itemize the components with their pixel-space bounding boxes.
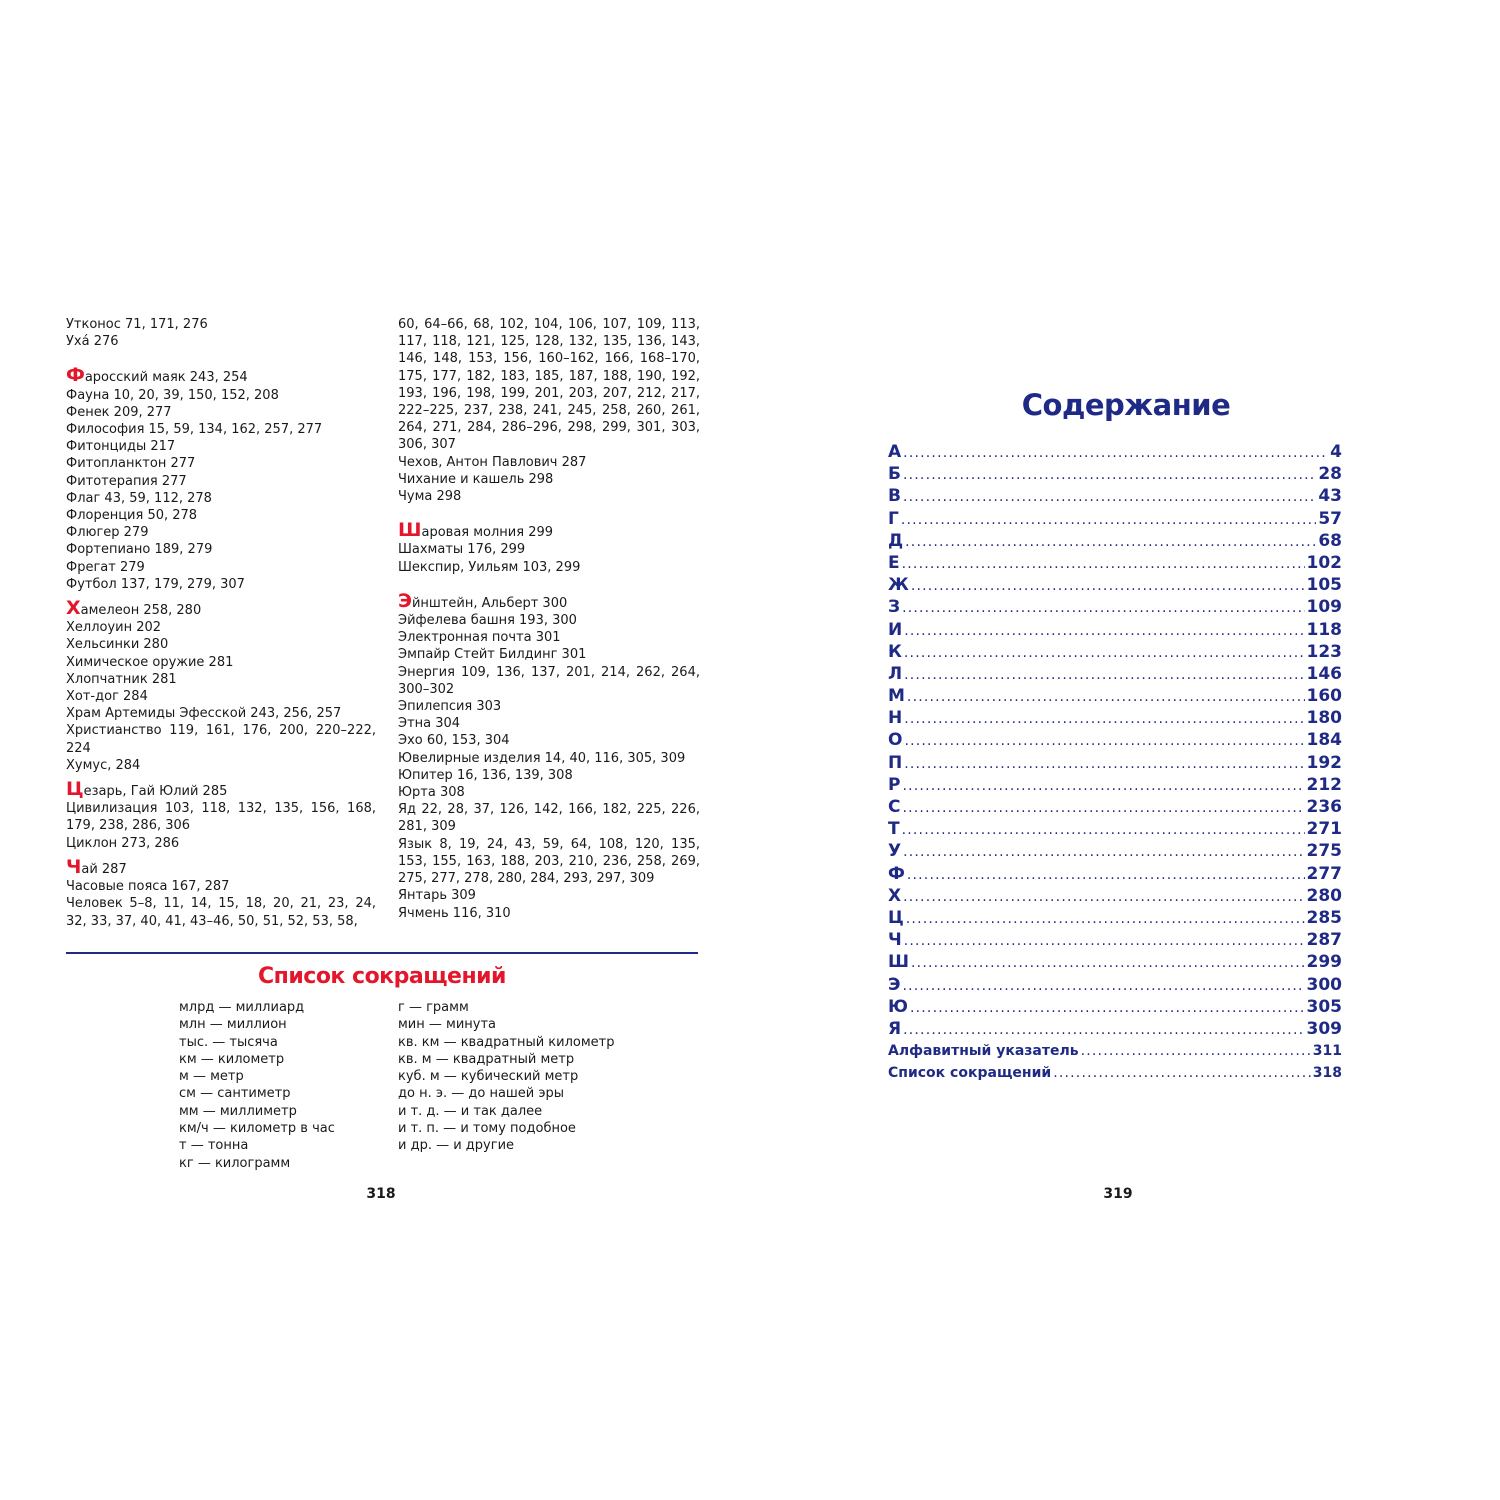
toc-dot-leader [903,486,1316,508]
toc-dot-leader [903,841,1304,863]
toc-label: Н [888,708,903,729]
toc-dot-leader [1081,1040,1311,1062]
index-letter: Ц [66,778,84,801]
toc-row [888,685,1342,707]
index-group [398,316,700,505]
index-entry: Юпитер 16, 136, 139, 308 [398,767,573,783]
toc-row [888,619,1342,641]
toc-page-number: 212 [1306,774,1342,795]
toc-label: Алфавитный указатель [888,1043,1079,1060]
index-entry: Фитонциды 217 [66,439,176,455]
abbreviation-item: млн — миллион [179,1017,287,1033]
toc-dot-leader [902,597,1304,619]
abbreviation-item: тыс. — тысяча [179,1034,278,1050]
index-entry [398,519,700,542]
index-entry [66,778,376,801]
toc-page-number: 43 [1318,486,1342,507]
index-entry: Хумус, 284 [66,757,141,773]
toc-page-number: 123 [1306,641,1342,662]
toc-row [888,840,1342,862]
abbreviation-item: г — грамм [398,1000,469,1015]
toc-label: В [888,486,901,507]
toc-row [888,663,1342,685]
toc-dot-leader [911,952,1304,974]
toc-label: Т [888,819,900,840]
index-entry-text: аровая молния 299 [421,525,554,541]
toc-row [888,596,1342,618]
index-group [398,519,700,576]
toc-page-number: 57 [1318,508,1342,529]
toc-label: Г [888,508,899,529]
toc-row [888,996,1342,1018]
index-entry: Фрегат 279 [66,559,145,575]
toc-page-number: 4 [1330,442,1342,462]
index-entry [66,597,376,620]
index-column-1 [66,316,376,937]
index-entry: Фитопланктон 277 [66,456,196,472]
index-entry: Чехов, Антон Павлович 287 [398,454,587,470]
toc-page-number: 271 [1306,819,1342,840]
toc-label: Е [888,552,900,573]
toc-label: О [888,730,903,751]
abbreviation-item: кг — килограмм [179,1155,291,1171]
index-entry [398,589,700,612]
toc-dot-leader [902,775,1304,797]
index-letter: Э [398,589,412,612]
page-number-right: 319 [1103,1186,1133,1202]
toc-dot-leader [905,531,1316,553]
toc-dot-leader [904,620,1304,642]
index-entry [66,855,376,878]
index-entry: Эмпайр Стейт Билдинг 301 [398,647,587,663]
toc-dot-leader [903,886,1304,908]
toc-label: Л [888,663,903,684]
index-entry: Эйфелева башня 193, 300 [398,613,577,629]
toc-row [888,552,1342,574]
index-entry: Эпилепсия 303 [398,699,502,715]
toc-label: Ю [888,996,908,1017]
abbreviation-item: км/ч — километр в час [179,1121,335,1137]
index-entry-text: йнштейн, Альберт 300 [411,595,568,611]
toc-label: Ж [888,575,909,596]
toc-label: П [888,752,903,773]
index-entry: Ювелирные изделия 14, 40, 116, 305, 309 [398,750,686,766]
abbreviation-item: см — сантиметр [179,1086,291,1102]
toc-row [888,818,1342,840]
index-entry: Фенек 209, 277 [66,404,172,420]
toc-dot-leader [902,819,1305,841]
toc-label: М [888,686,905,707]
toc-page-number: 309 [1306,1018,1342,1039]
index-entry: Храм Артемиды Эфесской 243, 256, 257 [66,706,342,722]
index-entry: Хот-дог 284 [66,689,148,705]
abbreviation-item: куб. м — кубический метр [398,1069,579,1085]
index-entry: Янтарь 309 [398,888,476,904]
toc-dot-leader [906,908,1305,930]
index-group [398,589,700,922]
toc-row [888,574,1342,596]
toc-row [888,863,1342,885]
index-entry: Фортепиано 189, 279 [66,542,213,558]
abbreviation-item: и т. д. — и так далее [398,1103,543,1119]
index-entry: Хельсинки 280 [66,637,169,653]
toc-page-number: 285 [1306,907,1342,928]
toc-row [888,929,1342,951]
index-entry: Человек 5–8, 11, 14, 15, 18, 20, 21, 23, 24, 32, 33, 37, 40, 41, 43–46, 50, 51, 52, 53, 58, [66,896,376,929]
index-entry: Шекспир, Уильям 103, 299 [398,559,581,575]
toc-row [888,885,1342,907]
toc-label: З [888,597,901,618]
toc-page-number: 287 [1306,930,1342,951]
toc-page-number: 118 [1306,619,1342,640]
toc-row [888,729,1342,751]
toc-row [888,1018,1342,1040]
index-entry: Футбол 137, 179, 279, 307 [66,576,245,592]
toc-row [888,907,1342,929]
toc-label: А [888,442,902,462]
index-entry: Химическое оружие 281 [66,654,234,670]
index-letter: Ф [66,364,85,387]
index-entry: Яд 22, 28, 37, 126, 142, 166, 182, 225, 226, 281, 309 [398,802,700,835]
index-entry-text: амелеон 258, 280 [80,603,202,619]
toc-row [888,1040,1342,1062]
toc-page-number: 105 [1306,575,1342,596]
toc-row [888,1062,1342,1084]
abbreviations-column-1 [179,999,379,1172]
toc-page-number: 102 [1306,552,1342,573]
toc-page-number: 184 [1306,730,1342,751]
toc-label: Ц [888,907,904,928]
abbreviation-item: т — тонна [179,1138,249,1154]
toc-dot-leader [902,553,1305,575]
index-entry: Флоренция 50, 278 [66,508,198,524]
toc-dot-leader [911,575,1305,597]
index-entry: Фауна 10, 20, 39, 150, 152, 208 [66,387,279,403]
toc-row [888,485,1342,507]
toc-label: И [888,619,903,640]
toc-row [888,774,1342,796]
toc-dot-leader [1053,1062,1311,1084]
section-divider [66,952,698,954]
toc-label: К [888,641,902,662]
index-entry: Цивилизация 103, 118, 132, 135, 156, 168, 179, 238, 286, 306 [66,801,376,834]
toc-page-number: 160 [1306,686,1342,707]
index-entry: Энергия 109, 136, 137, 201, 214, 262, 264, 300–302 [398,664,700,697]
index-letter: Ч [66,855,82,878]
toc-label: Б [888,464,901,485]
index-entry: Электронная почта 301 [398,630,561,646]
index-entry: Часовые пояса 167, 287 [66,879,230,895]
toc-dot-leader [901,509,1316,531]
toc-row [888,463,1342,485]
toc-dot-leader [904,753,1304,775]
index-entry: Хлопчатник 281 [66,671,177,687]
abbreviation-item: кв. км — квадратный километр [398,1034,615,1050]
abbreviation-item: и т. п. — и тому подобное [398,1121,576,1137]
index-entry: Шахматы 176, 299 [398,542,526,558]
toc-label: Ф [888,863,905,884]
toc-page-number: 299 [1306,952,1342,973]
index-entry: Чума 298 [398,489,462,505]
abbreviations-column-2 [398,999,658,1155]
toc-row [888,441,1342,463]
toc-dot-leader [907,686,1305,708]
abbreviation-item: млрд — миллиард [179,1000,305,1015]
toc-row [888,641,1342,663]
toc-page-number: 275 [1306,841,1342,862]
toc-label: С [888,797,901,817]
index-entry: Хеллоуин 202 [66,620,162,636]
toc-dot-leader [902,797,1304,819]
toc-page-number: 318 [1312,1065,1342,1082]
toc-label: Р [888,774,901,795]
toc-label: Список сокращений [888,1065,1052,1082]
index-entry: Юрта 308 [398,785,465,801]
abbreviation-item: мм — миллиметр [179,1103,297,1119]
toc-dot-leader [903,442,1328,464]
toc-label: Ч [888,930,902,951]
toc-dot-leader [910,997,1305,1019]
toc-dot-leader [904,730,1304,752]
toc-dot-leader [904,642,1305,664]
toc-dot-leader [904,930,1305,952]
abbreviation-item: кв. м — квадратный метр [398,1051,575,1067]
toc-row [888,974,1342,996]
index-entry-text: ай 287 [81,861,127,877]
index-entry: Флаг 43, 59, 112, 278 [66,490,212,506]
index-entry [66,364,376,387]
index-group [66,855,376,930]
index-group [66,364,376,593]
toc-dot-leader [902,975,1304,997]
index-group [66,778,376,852]
toc-dot-leader [904,664,1304,686]
index-entry: Христианство 119, 161, 176, 200, 220–222, 224 [66,723,376,756]
toc-label: Д [888,530,904,551]
toc-dot-leader [903,1019,1304,1041]
toc-label: Я [888,1018,902,1039]
toc-page-number: 192 [1306,752,1342,773]
abbreviations-title: Список сокращений [258,964,506,989]
index-group [66,316,376,350]
index-column-2 [398,316,700,929]
index-entry: Фитотерапия 277 [66,473,187,489]
index-letter: Ш [398,519,422,542]
toc-page-number: 28 [1318,464,1342,485]
index-entry: Уха́ 276 [66,334,119,350]
toc-dot-leader [903,464,1316,486]
index-entry: Чихание и кашель 298 [398,471,554,487]
abbreviation-item: м — метр [179,1069,244,1085]
abbreviation-item: до н. э. — до нашей эры [398,1086,565,1102]
index-entry: Эхо 60, 153, 304 [398,733,510,749]
index-entry: Философия 15, 59, 134, 162, 257, 277 [66,422,323,438]
toc-label: Х [888,885,902,906]
toc-page-number: 146 [1306,663,1342,684]
index-letter: Х [66,597,81,620]
toc-label: Ш [888,952,910,973]
toc-row [888,796,1342,818]
toc-title: Содержание [1021,388,1231,422]
index-entry: Флюгер 279 [66,525,149,541]
toc-page-number: 311 [1312,1043,1342,1060]
toc-page-number: 236 [1306,797,1342,817]
index-group [66,597,376,774]
toc-page-number: 305 [1306,996,1342,1017]
toc-page-number: 68 [1318,530,1342,551]
index-entry: Утконос 71, 171, 276 [66,317,208,332]
toc-page-number: 109 [1306,597,1342,618]
index-entry: Этна 304 [398,716,461,732]
index-entry: Ячмень 116, 310 [398,905,511,921]
index-entry-text: езарь, Гай Юлий 285 [83,784,228,800]
toc-row [888,707,1342,729]
toc-dot-leader [904,708,1304,730]
index-entry: Циклон 273, 286 [66,835,180,851]
toc-row [888,508,1342,530]
toc-page-number: 300 [1306,974,1342,995]
page-number-left: 318 [366,1186,396,1202]
abbreviation-item: и др. — и другие [398,1138,515,1154]
abbreviation-item: км — километр [179,1051,285,1067]
table-of-contents [888,441,1342,1084]
toc-page-number: 277 [1306,863,1342,884]
toc-row [888,752,1342,774]
toc-row [888,951,1342,973]
index-entry: 60, 64–66, 68, 102, 104, 106, 107, 109, 113, 117, 118, 121, 125, 128, 132, 135, 136, 143, 146, 148, 153, 156, 160–162, 166, 168–170, 175, 177, 182, 183, 185, 187, 188, 190, 192, 193, 196, 198, 199, 201, 203, 207, 212, 217, 222–225, 237, 238, 241, 245, 258, 260, 261, 264, 271, 284, 286–296, 298, 299, 301, 303, 306, 307 [398,317,700,453]
toc-dot-leader [907,864,1305,886]
toc-label: У [888,841,902,862]
toc-label: Э [888,974,901,995]
toc-page-number: 180 [1306,708,1342,729]
toc-page-number: 280 [1306,885,1342,906]
index-entry: Язык 8, 19, 24, 43, 59, 64, 108, 120, 135, 153, 155, 163, 188, 203, 210, 236, 258, 269, 275, 277, 278, 280, 284, 293, 297, 309 [398,836,700,887]
index-entry-text: аросский маяк 243, 254 [84,370,248,386]
toc-row [888,530,1342,552]
abbreviation-item: мин — минута [398,1017,497,1033]
